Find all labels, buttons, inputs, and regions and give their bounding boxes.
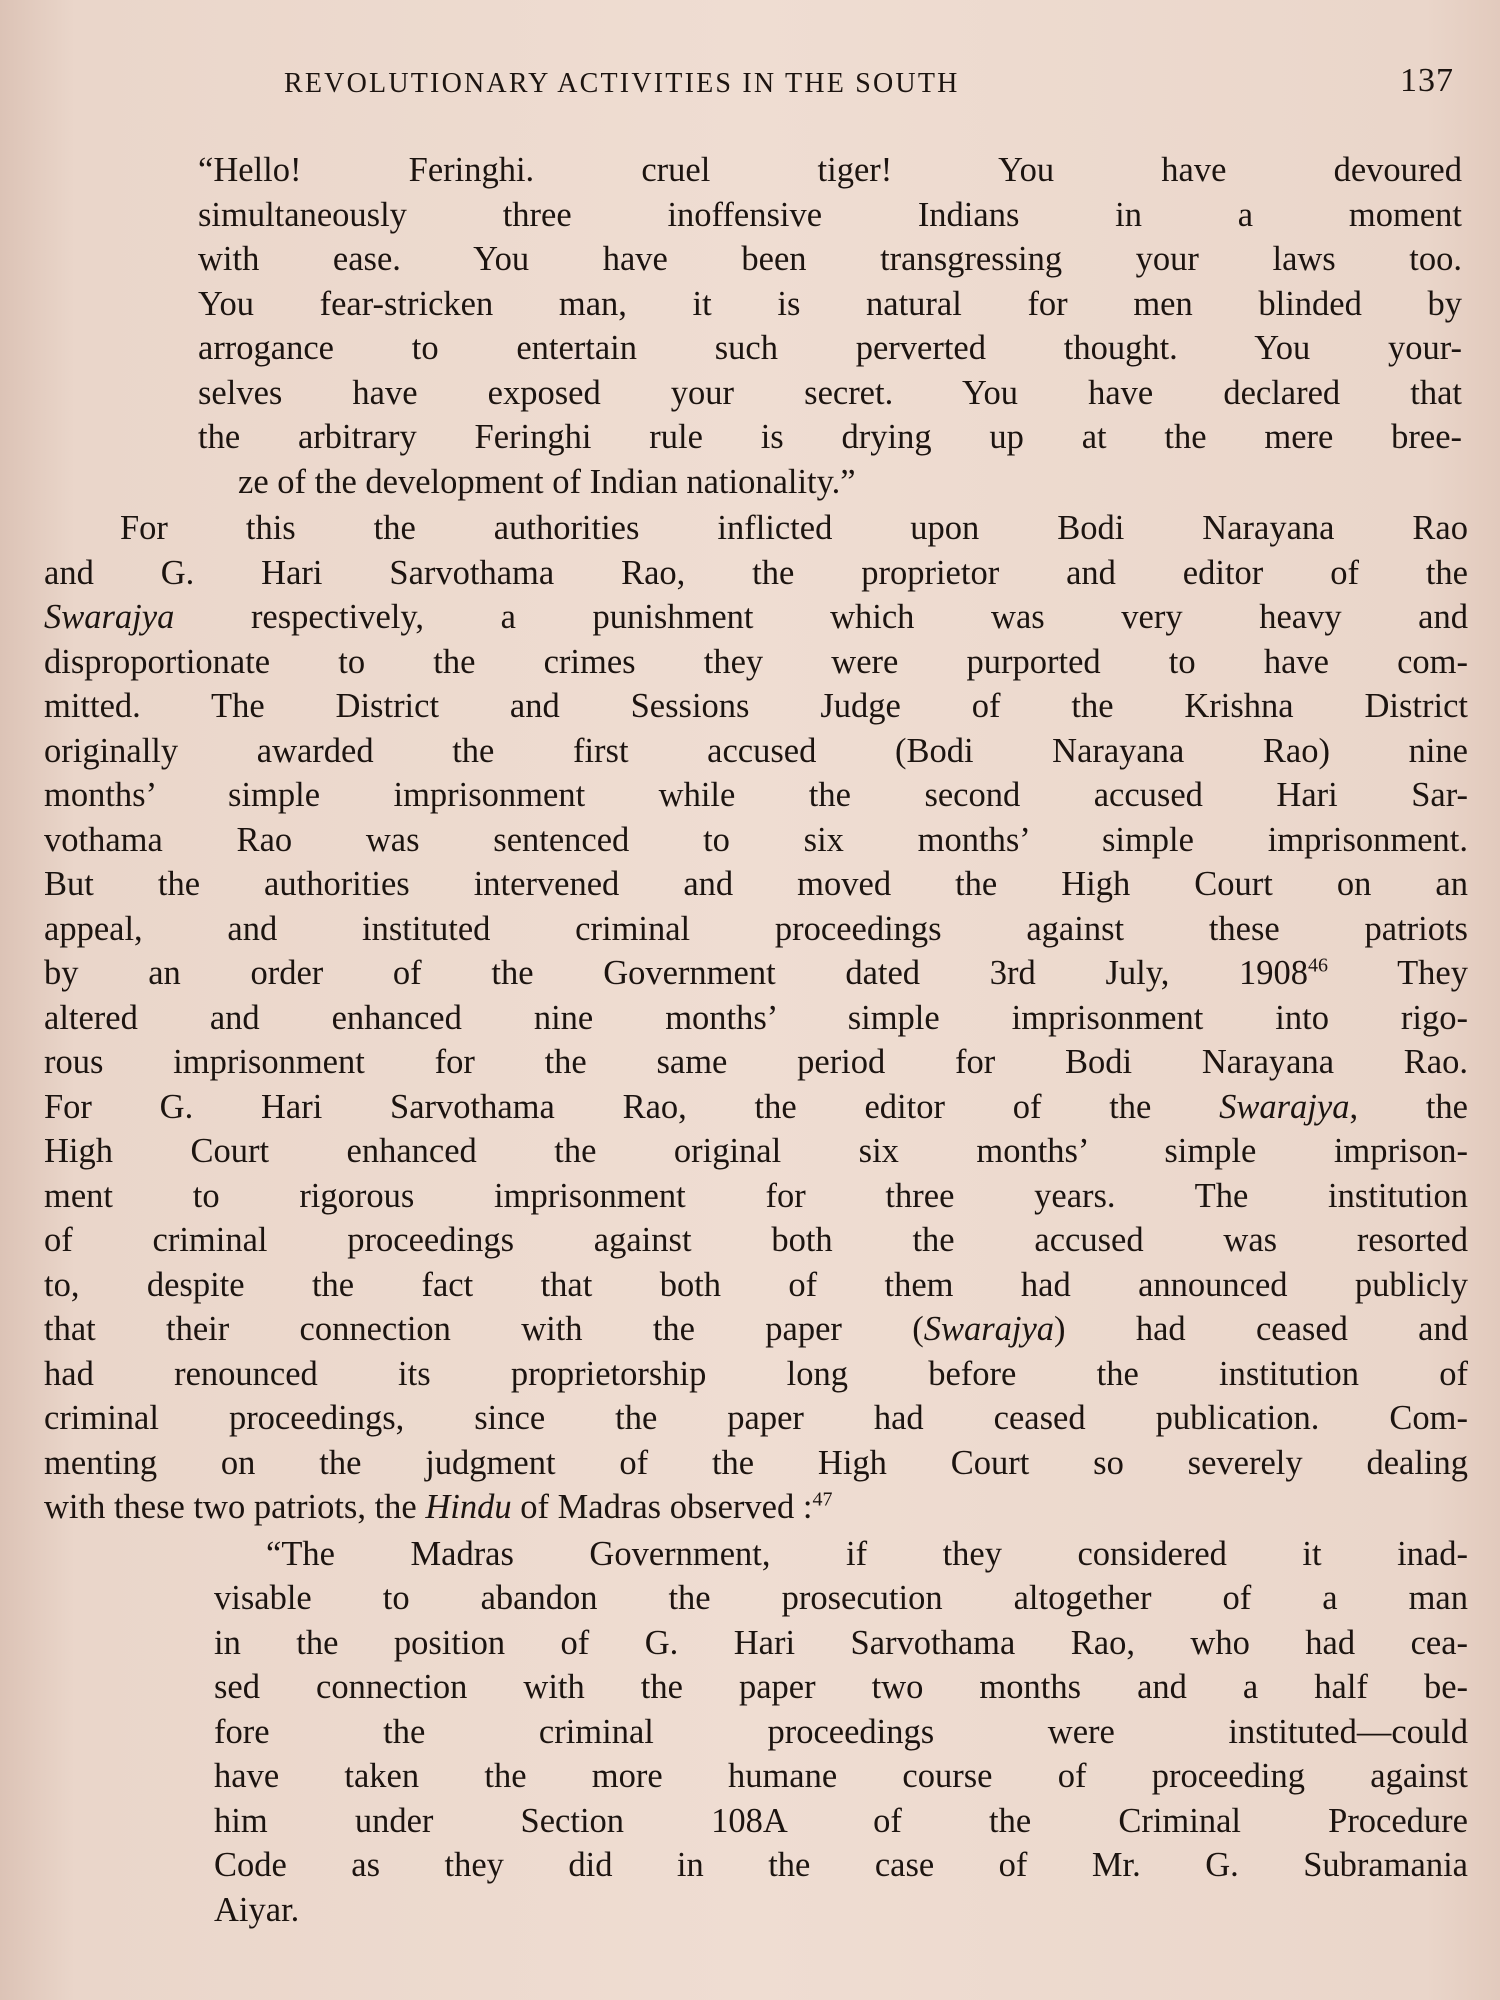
quote-line: sed connection with the paper two months and a half be- [214, 1668, 1468, 1706]
quote-line: simultaneously three inoffensive Indians in a moment [198, 195, 1462, 234]
publication-name: Swarajya [44, 598, 175, 636]
paragraph-line: High Court enhanced the original six months’ simple imprison- [44, 1132, 1468, 1170]
paragraph-line: to, despite the fact that both of them had announced publicly [44, 1265, 1468, 1304]
paragraph-line: menting on the judgment of the High Court so severely dealing [44, 1443, 1468, 1482]
footnote-ref: 47 [812, 1488, 833, 1511]
quote-line: visable to abandon the prosecution altogether of a man [214, 1579, 1468, 1617]
quote-line: the arbitrary Feringhi rule is drying up at the mere bree- [198, 418, 1462, 456]
publication-name: Swarajya [923, 1310, 1055, 1348]
quote-line: Aiyar. [214, 1890, 300, 1929]
quote-line: ze of the development of Indian nationality.” [238, 462, 856, 501]
quote-line: with ease. You have been transgressing your laws too. [198, 240, 1462, 278]
paragraph-line: mitted. The District and Sessions Judge of the Krishna District [44, 687, 1468, 725]
paragraph-line: appeal, and instituted criminal proceedings against these patriots [44, 909, 1468, 948]
paragraph-line: ment to rigorous imprisonment for three years. The institution [44, 1176, 1468, 1215]
paragraph-line: by an order of the Government dated 3rd July, 1908$^{46}$ They [44, 954, 1468, 992]
running-head: REVOLUTIONARY ACTIVITIES IN THE SOUTH [284, 68, 960, 99]
publication-name: Swarajya [1219, 1087, 1350, 1126]
quote-line: in the position of G. Hari Sarvothama Rao, who had cea- [214, 1623, 1468, 1662]
paragraph-line: months’ simple imprisonment while the second accused Hari Sar- [44, 776, 1468, 814]
quote-line: him under Section 108A of the Criminal Procedure [214, 1801, 1468, 1840]
block-quote-1 [198, 148, 1462, 504]
quote-line: selves have exposed your secret. You have declared that [198, 373, 1462, 412]
page-number: 137 [1400, 62, 1454, 99]
paragraph-line: rous imprisonment for the same period for Bodi Narayana Rao. [44, 1043, 1468, 1081]
block-quote-2 [214, 1532, 1468, 1933]
paragraph-line: of criminal proceedings against both the accused was resorted [44, 1221, 1468, 1259]
publication-name: Hindu [425, 1488, 512, 1526]
quote-line: Code as they did in the case of Mr. G. Subramania [214, 1846, 1468, 1884]
paragraph-line: with these two patriots, the Hindu of Madras observed :$^{47}$ [44, 1488, 833, 1526]
paragraph-line: criminal proceedings, since the paper had ceased publication. Com- [44, 1399, 1468, 1437]
paragraph-line: vothama Rao was sentenced to six months’ simple imprisonment. [44, 820, 1468, 859]
paragraph-line: For G. Hari Sarvothama Rao, the editor of the Swarajya, the [44, 1087, 1468, 1126]
main-paragraph [44, 506, 1468, 1530]
paragraph-line: Swarajya respectively, a punishment which was very heavy and [44, 598, 1468, 636]
paragraph-line: had renounced its proprietorship long before the institution of [44, 1354, 1468, 1393]
quote-line: fore the criminal proceedings were instituted—could [214, 1712, 1468, 1751]
paragraph-line: For this the authorities inflicted upon Bodi Narayana Rao [120, 509, 1468, 547]
paragraph-line: originally awarded the first accused (Bodi Narayana Rao) nine [44, 731, 1468, 770]
quote-line: have taken the more humane course of proceeding against [214, 1757, 1468, 1795]
paragraph-line: But the authorities intervened and moved the High Court on an [44, 865, 1468, 903]
quote-line: You fear-stricken man, it is natural for men blinded by [198, 284, 1462, 323]
paragraph-line: altered and enhanced nine months’ simple imprisonment into rigo- [44, 998, 1468, 1037]
quote-line: “Hello! Feringhi. cruel tiger! You have devoured [198, 151, 1462, 189]
body-text [44, 148, 1476, 1932]
quote-line: arrogance to entertain such perverted thought. You your- [198, 329, 1462, 367]
paragraph-line: disproportionate to the crimes they were purported to have com- [44, 642, 1468, 681]
footnote-ref: 46 [1308, 954, 1329, 977]
paragraph-line: and G. Hari Sarvothama Rao, the proprietor and editor of the [44, 553, 1468, 592]
page-header [284, 62, 1454, 102]
paragraph-line: that their connection with the paper (Swarajya) had ceased and [44, 1310, 1468, 1348]
quote-line: “The Madras Government, if they considered it inad- [266, 1534, 1468, 1573]
